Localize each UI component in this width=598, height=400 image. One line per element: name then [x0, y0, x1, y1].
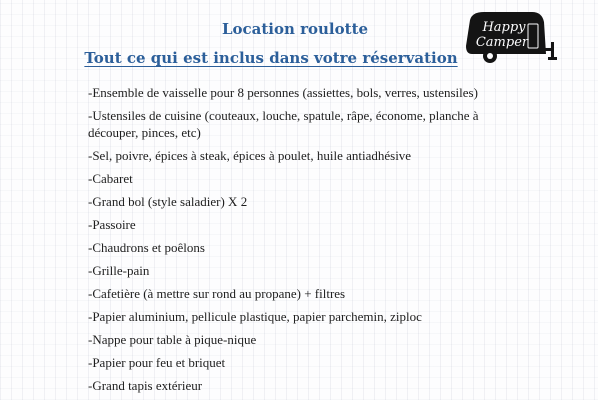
- list-item: -Nappe pour table à pique-nique: [88, 332, 257, 347]
- logo-text-line2: Camper: [475, 35, 529, 50]
- list-item: -Grille-pain: [88, 263, 150, 278]
- included-items-list: [88, 84, 508, 400]
- list-item: -Passoire: [88, 217, 136, 232]
- logo-text-line1: Happy: [482, 20, 526, 35]
- list-item: -Cabaret: [88, 171, 133, 186]
- list-item: -Chaudrons et poêlons: [88, 240, 205, 255]
- happy-camper-logo: [462, 10, 558, 70]
- list-item: -Ensemble de vaisselle pour 8 personnes (assiettes, bols, verres, ustensiles): [88, 85, 478, 100]
- list-item: -Grand tapis extérieur: [88, 378, 203, 393]
- list-item: -Cafetière (à mettre sur rond au propane) + filtres: [88, 286, 346, 301]
- list-item: -Grand bol (style saladier) X 2: [88, 194, 248, 209]
- list-item: -Papier aluminium, pellicule plastique, papier parchemin, ziploc: [88, 309, 422, 324]
- list-item: -Papier pour feu et briquet: [88, 355, 226, 370]
- list-item: -Sel, poivre, épices à steak, épices à poulet, huile antiadhésive: [88, 148, 412, 163]
- page-subtitle: Tout ce qui est inclus dans votre réservation: [84, 49, 458, 67]
- list-item: -Ustensiles de cuisine (couteaux, louche, spatule, râpe, économe, planche à découper, pinces, etc): [88, 108, 479, 140]
- page-title: Location roulotte: [221, 20, 369, 38]
